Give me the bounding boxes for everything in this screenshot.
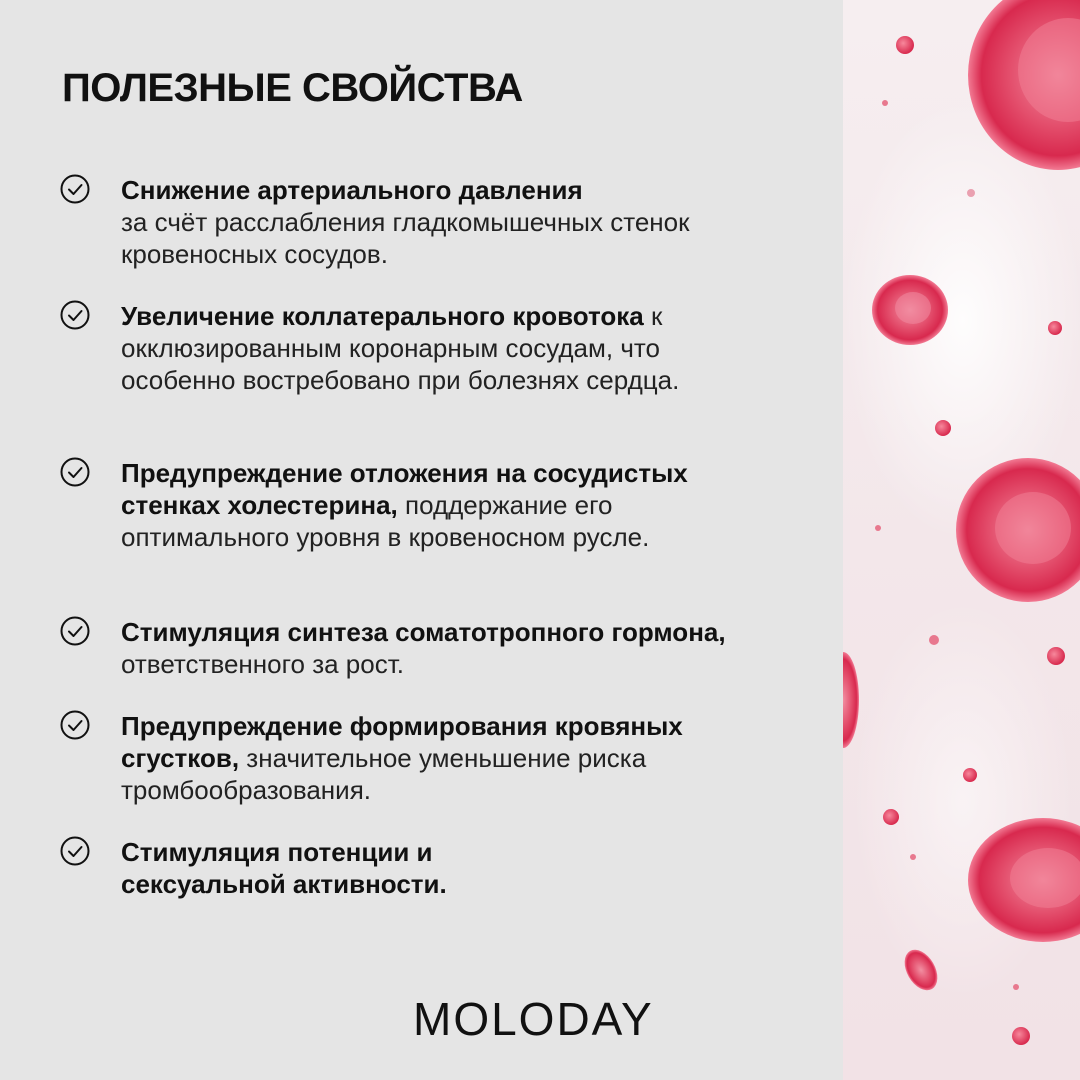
item-bold: Стимуляция синтеза соматотропного гормона, bbox=[121, 617, 726, 647]
item-text bbox=[121, 300, 731, 396]
blood-cells-image bbox=[843, 0, 1080, 1080]
item-text bbox=[121, 836, 541, 900]
item-text bbox=[121, 174, 731, 270]
item-rest: за счёт расслабления гладкомышечных стенок кровеносных сосудов. bbox=[121, 207, 690, 269]
item-rest: поддержание его оптимального уровня в кровеносном русле. bbox=[121, 490, 650, 552]
item-rest: ответственного за рост. bbox=[121, 649, 404, 679]
item-bold: Снижение артериального давления bbox=[121, 175, 583, 205]
item-text bbox=[121, 457, 731, 553]
brand-logo: MOLODAY bbox=[413, 993, 654, 1045]
check-circle-icon bbox=[60, 300, 90, 330]
check-circle-icon bbox=[60, 710, 90, 740]
page-title: ПОЛЕЗНЫЕ СВОЙСТВА bbox=[62, 66, 523, 110]
item-rest: к окклюзированным коронарным сосудам, что особенно востребовано при болезнях сердца. bbox=[121, 301, 680, 395]
item-rest: значительное уменьшение риска тромбообразования. bbox=[121, 743, 647, 805]
item-bold: Предупреждение формирования кровяных сгустков, bbox=[121, 711, 683, 773]
item-bold: Увеличение коллатерального кровотока bbox=[121, 301, 644, 331]
check-circle-icon bbox=[60, 836, 90, 866]
item-bold: Предупреждение отложения на сосудистых стенках холестерина, bbox=[121, 458, 688, 520]
item-text bbox=[121, 710, 731, 806]
item-text bbox=[121, 616, 731, 680]
check-circle-icon bbox=[60, 616, 90, 646]
check-circle-icon bbox=[60, 174, 90, 204]
item-bold: Стимуляция потенции и сексуальной активности. bbox=[121, 837, 447, 899]
check-circle-icon bbox=[60, 457, 90, 487]
